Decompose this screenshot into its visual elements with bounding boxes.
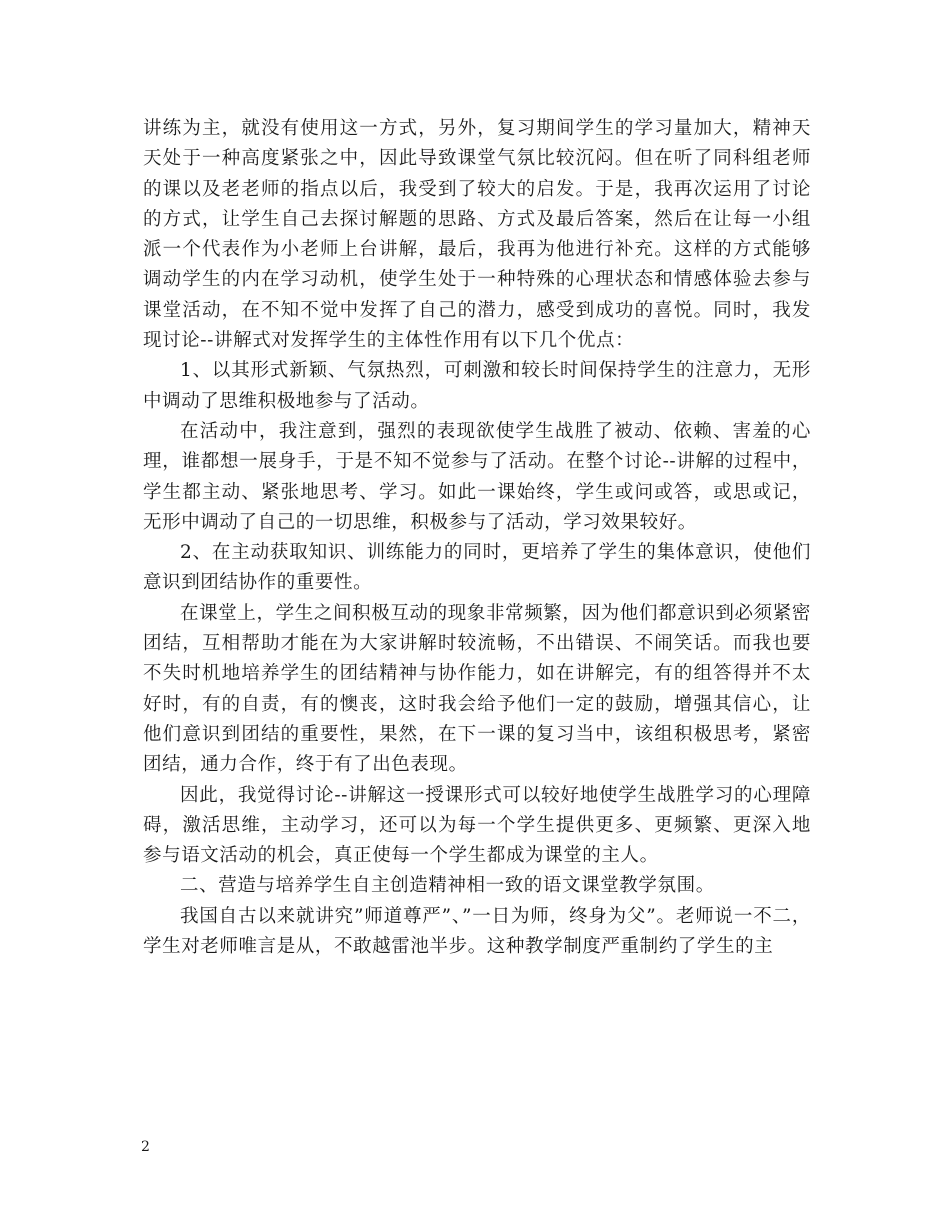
document-body [143, 114, 811, 962]
paragraph-2: 1、以其形式新颖、气氛热烈，可刺激和较长时间保持学生的注意力，无形中调动了思维积极地参与了活动。 [143, 360, 811, 412]
paragraph-7: 我国自古以来就讲究”师道尊严”、”一日为师，终身为父”。老师说一不二，学生对老师唯言是从，不敢越雷池半步。这种教学制度严重制约了学生的主 [143, 905, 811, 958]
paragraph-1: 讲练为主，就没有使用这一方式，另外，复习期间学生的学习量加大，精神天天处于一种高度紧张之中，因此导致课堂气氛比较沉闷。但在听了同科组老师的课以及老老师的指点以后，我受到了较大的启发。于是，我再次运用了讨论的方式，让学生自己去探讨解题的思路、方式及最后答案，然后在让每一小组派一个代表作为小老师上台讲解，最后，我再为他进行补充。这样的方式能够调动学生的内在学习动机，使学生处于一种特殊的心理状态和情感体验去参与课堂活动，在不知不觉中发挥了自己的潜力，感受到成功的喜悦。同时，我发现讨论--讲解式对发挥学生的主体性作用有以下几个优点： [143, 118, 811, 352]
page-number: 2 [141, 1139, 150, 1155]
section-heading-2: 二、营造与培养学生自主创造精神相一致的语文课堂教学氛围。 [180, 875, 715, 897]
paragraph-5: 在课堂上，学生之间积极互动的现象非常频繁，因为他们都意识到必须紧密团结，互相帮助才能在为大家讲解时较流畅，不出错误、不闹笑话。而我也要不失时机地培养学生的团结精神与协作能力，如在讲解完，有的组答得并不太好时，有的自责，有的懊丧，这时我会给予他们一定的鼓励，增强其信心，让他们意识到团结的重要性，果然，在下一课的复习当中，该组积极思考，紧密团结，通力合作，终于有了出色表现。 [143, 602, 811, 776]
paragraph-6: 因此，我觉得讨论--讲解这一授课形式可以较好地使学生战胜学习的心理障碍，激活思维，主动学习，还可以为每一个学生提供更多、更频繁、更深入地参与语文活动的机会，真正使每一个学生都成为课堂的主人。 [143, 784, 811, 867]
paragraph-3: 在活动中，我注意到，强烈的表现欲使学生战胜了被动、依赖、害羞的心理，谁都想一展身手，于是不知不觉参与了活动。在整个讨论--讲解的过程中，学生都主动、紧张地思考、学习。如此一课始终，学生或问或答，或思或记，无形中调动了自己的一切思维，积极参与了活动，学习效果较好。 [143, 420, 811, 533]
paragraph-4: 2、在主动获取知识、训练能力的同时，更培养了学生的集体意识，使他们意识到团结协作的重要性。 [143, 542, 811, 594]
